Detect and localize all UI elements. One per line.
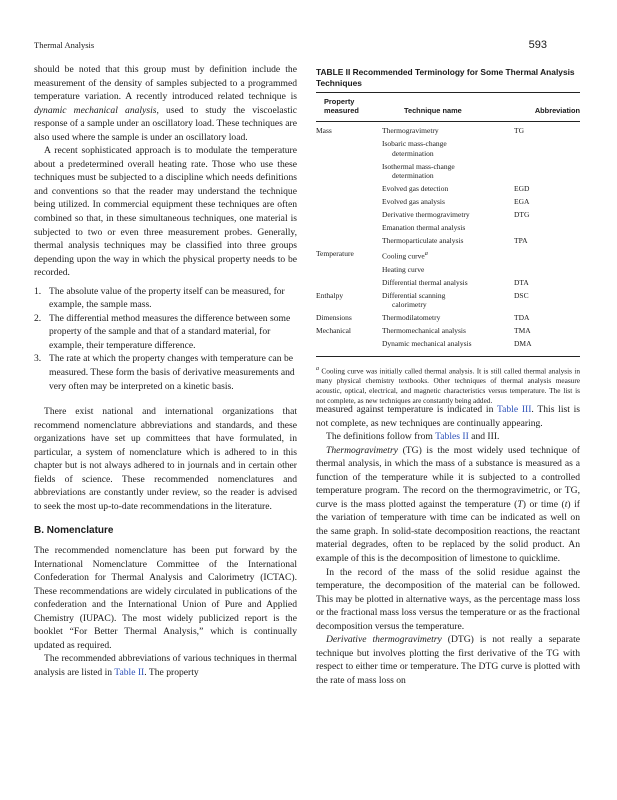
table-row [316,339,580,349]
cell-technique: Heating curve [382,264,425,274]
cell-property: Enthalpy [316,290,344,300]
table-iii-link[interactable]: Table III [496,404,532,415]
cell-technique: Thermodilatometry [382,313,441,323]
cell-property: Mechanical [316,326,351,336]
cell-abbreviation: TMA [514,326,531,336]
terminology-table [316,67,580,405]
cell-technique: Evolved gas analysis [382,197,445,207]
table-row [316,210,580,220]
left-column [34,63,297,680]
cell-technique: Differential thermal analysis [382,277,468,287]
table-row [316,223,580,233]
cell-technique: Derivative thermogravimetry [382,210,470,220]
cell-abbreviation: DTA [514,277,529,287]
header-abbreviation: Abbreviation [534,106,580,115]
header-technique: Technique name [404,106,462,115]
list-item: 3. The rate at which the property changes with temperature can be measured. These form the basis of derivative measurements and very often may be interpreted on a kinetic basis. [34,353,295,392]
cell-abbreviation: TPA [514,236,528,246]
cell-property: Dimensions [316,313,352,323]
table-caption: TABLE II Recommended Terminology for Some Thermal Analysis Techniques [316,67,575,88]
left-paragraph-3: There exist national and international organizations that recommend nomenclature abbreviations and standards, and these organizations have set up committees that have formulated, in particular, a system of nomenclature which is adhered to in this chapter but is not always adhered to in journals and in certain other fields of science. These recommended nomenclatures and abbreviations are constantly under review, so the reader is advised to seek the most up-to-date recommendations in the literature. [34,406,297,512]
header-property: Property measured [324,97,359,115]
table-row [316,313,580,323]
cell-technique: Isobaric mass-change determination [382,138,447,158]
cell-abbreviation: EGA [514,197,530,207]
cell-abbreviation: TDA [514,313,530,323]
right-paragraph-1: measured against temperature is indicated in Table III. This list is not complete, as new techniques are continually appearing. [316,404,581,429]
table-row [316,278,580,288]
running-head: Thermal Analysis [34,40,95,50]
tables-ii-link[interactable]: Tables II [435,431,469,443]
table-header [316,93,580,121]
right-column [316,403,580,687]
right-paragraph-5: Derivative thermogravimetry (DTG) is not really a separate technique but involves plotting the first derivative of the TG with respect to either time or temperature. The DTG curve is plotted with the rate of mass loss on [316,634,580,686]
list-item: 2. The differential method measures the difference between some property of the sample and that of a standard material, for example, their temperature difference. [34,312,291,351]
left-paragraph-1: should be noted that this group must by definition include the measurement of the density of samples subjected to a programmed temperature variation. A recently introduced related technique is dynamic mechanical analysis, used to study the viscoelastic response of a sample under an oscillatory load. These techniques are also used where the sample is under an oscillatory load. [34,64,297,143]
table-row [316,184,580,194]
cell-property: Temperature [316,249,354,259]
measurement-list [34,285,297,393]
table-row [316,326,580,336]
cell-technique: Emanation thermal analysis [382,223,466,233]
table-footnote: $^a$ Cooling curve was initially called thermal analysis. It is still called thermal analysis in many physical chemistry textbooks. Other techniques of thermal analysis measure acoustic, optical, electrical, and magnetic characteristics versus temperature. The list is not complete, as new techniques are constantly being added. [316,366,580,405]
table-row [316,162,580,181]
table-row [316,126,580,136]
table-ii-link[interactable]: Table II [114,666,145,678]
table-row [316,249,580,261]
cell-technique: Thermogravimetry [382,126,439,135]
page-number: 593 [528,39,547,51]
right-paragraph-2: The definitions follow from Tables II and III. [326,431,500,443]
list-item: 1. The absolute value of the property itself can be measured, for example, the sample mass. [34,285,285,311]
cell-abbreviation: DMA [514,339,532,349]
table-row [316,139,580,158]
left-paragraph-2: A recent sophisticated approach is to modulate the temperature about a predetermined overall heating rate. Those who use these techniques must be subjected to a discipline which needs definitions and conventions so that the reader may understand the technique being utilized. In commercial equipment these techniques are often combined so that, in these simultaneous techniques, one material is subjected to two or even three measurement probes. Generally, thermal analysis techniques may be classified into three groups depending upon the way in which the physical property needs to be recorded. [34,145,297,279]
cell-abbreviation: TG [514,126,524,135]
cell-technique: Isothermal mass-change determination [382,161,455,181]
cell-technique: Differential scanning calorimetry [382,290,446,310]
cell-abbreviation: DTG [514,210,530,220]
table-body [316,122,580,356]
right-paragraph-3: Thermogravimetry (TG) is the most widely used technique of thermal analysis, in which the mass of a substance is measured as a function of the temperature while it is subjected to a controlled temperature program. The record on the thermogravimetric, or TG, curve is the mass plotted against the temperature (T) or time (t) if the variation of temperature with time can be indicated as well on the same graph. In solid-state decomposition reactions, the reactant material degrades, often to be replaced by the solid product. An example of this is the decomposition of limestone to quicklime. [316,444,580,565]
cell-abbreviation: DSC [514,290,529,300]
cell-technique: Thermomechanical analysis [382,326,466,336]
table-row [316,291,580,310]
table-row [316,265,580,275]
cell-technique: Dynamic mechanical analysis [382,339,472,349]
left-paragraph-5: The recommended abbreviations of various techniques in thermal analysis are listed in Table II. The property [34,653,297,678]
section-heading: B. Nomenclature [34,524,114,536]
cell-property: Mass [316,126,332,135]
left-paragraph-4: The recommended nomenclature has been put forward by the International Nomenclature Committee of the International Confederation for Thermal Analysis and Calorimetry (ICTAC). These recommendations are widely circulated in publications of the confederation and the International Union of Pure and Applied Chemistry (IUPAC). The most widely publicized report is the booklet “For Better Thermal Analysis,” which is continually updated as required. [34,545,297,651]
cell-technique: Evolved gas detection [382,184,449,194]
cell-technique: Cooling curve$^a$ [382,250,428,261]
right-paragraph-4: In the record of the mass of the solid residue against the temperature, the decomposition of the material can be followed. This may be plotted in alternative ways, as the percentage mass loss or the fractional mass loss versus the temperature or as the fractional decomposition versus the temperature. [316,566,580,632]
table-row [316,236,580,246]
table-row [316,197,580,207]
cell-abbreviation: EGD [514,184,530,194]
cell-technique: Thermoparticulate analysis [382,236,464,246]
